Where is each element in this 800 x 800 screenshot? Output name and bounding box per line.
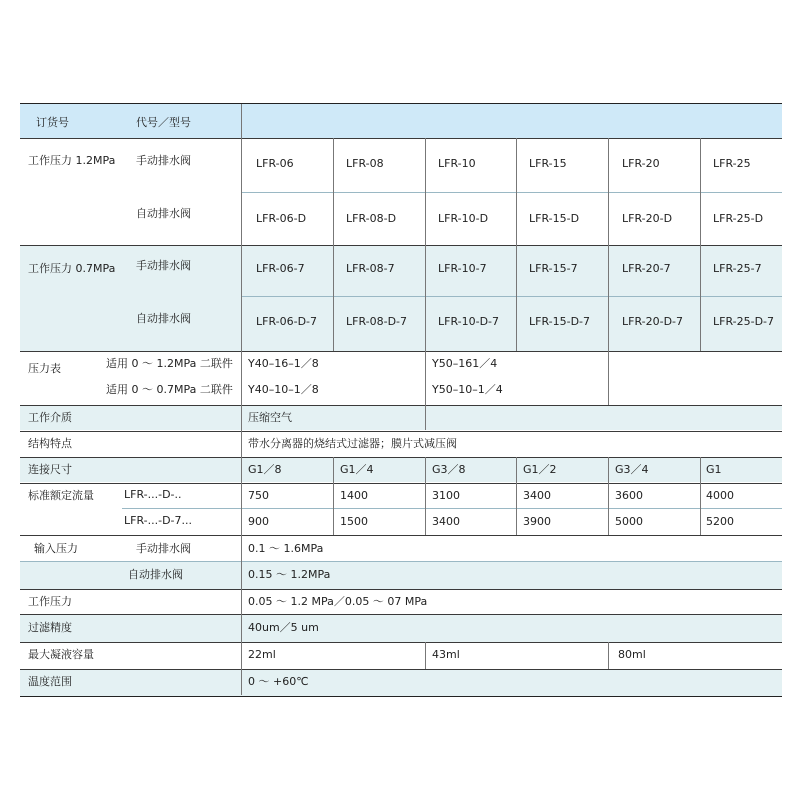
temp-value: 0 ～ +60℃: [248, 675, 309, 688]
port-cell: G1: [706, 463, 722, 476]
model-cell: LFR-10-7: [438, 262, 487, 275]
port-label: 连接尺寸: [28, 463, 72, 476]
col-rule: [425, 138, 426, 430]
flow-cell: 3400: [432, 515, 460, 528]
model-cell: LFR-08: [346, 157, 384, 170]
rule: [20, 138, 782, 139]
rule-bottom: [20, 696, 782, 697]
flow-cell: 5200: [706, 515, 734, 528]
model-cell: LFR-06-D-7: [256, 315, 318, 328]
medium-label: 工作介质: [28, 411, 72, 424]
col-rule: [516, 138, 517, 351]
rule: [20, 245, 782, 246]
col-rule: [608, 642, 609, 669]
col-rule: [516, 457, 517, 535]
medium-value: 压缩空气: [248, 411, 292, 424]
model-cell: LFR-15-D: [529, 212, 580, 225]
model-cell: LFR-08-D-7: [346, 315, 408, 328]
rule: [20, 351, 782, 352]
rule: [20, 589, 782, 590]
structure-value: 带水分离器的烧结式过滤器；膜片式减压阀: [248, 437, 457, 450]
rule: [20, 535, 782, 536]
inlet-label: 输入压力: [34, 542, 78, 555]
model-cell: LFR-25: [713, 157, 751, 170]
port-cell: G1／4: [340, 463, 374, 476]
col-rule: [700, 457, 701, 535]
band-temp: [20, 670, 782, 696]
gauge-r2-b: Y50–10–1／4: [432, 383, 503, 396]
rule: [20, 457, 782, 458]
rule: [20, 405, 782, 406]
flow-cell: 3600: [615, 489, 643, 502]
model-cell: LFR-08-7: [346, 262, 395, 275]
band-p07: [20, 245, 782, 351]
col-rule: [608, 457, 609, 535]
flow-r2-label: LFR-...-D-7...: [124, 514, 193, 527]
model-cell: LFR-25-D: [713, 212, 764, 225]
port-cell: G3／4: [615, 463, 649, 476]
port-cell: G1／8: [248, 463, 282, 476]
gauge-r1-label: 适用 0 ～ 1.2MPa 二联件: [106, 357, 233, 370]
band-precision: [20, 614, 782, 642]
precision-label: 过滤精度: [28, 621, 72, 634]
col-rule: [333, 138, 334, 351]
rule: [20, 642, 782, 643]
rule: [122, 508, 782, 509]
model-cell: LFR-06-7: [256, 262, 305, 275]
rule: [20, 614, 782, 615]
col-rule: [700, 138, 701, 351]
band-medium: [20, 406, 782, 430]
model-cell: LFR-25-7: [713, 262, 762, 275]
model-cell: LFR-10: [438, 157, 476, 170]
model-cell: LFR-06: [256, 157, 294, 170]
flow-cell: 3100: [432, 489, 460, 502]
model-cell: LFR-25-D-7: [713, 315, 775, 328]
port-cell: G1／2: [523, 463, 557, 476]
flow-label: 标准额定流量: [28, 489, 94, 502]
temp-label: 温度范围: [28, 675, 72, 688]
inlet-manual-value: 0.1 ～ 1.6MPa: [248, 542, 324, 555]
rule-top: [20, 103, 782, 104]
p07-manual-label: 手动排水阀: [136, 259, 191, 272]
gauge-r1-b: Y50–161／4: [432, 357, 498, 370]
p12-manual-label: 手动排水阀: [136, 154, 191, 167]
rule: [20, 483, 782, 484]
port-cell: G3／8: [432, 463, 466, 476]
rule: [242, 296, 782, 297]
header-code-model: 代号／型号: [136, 116, 191, 129]
model-cell: LFR-08-D: [346, 212, 397, 225]
model-cell: LFR-10-D-7: [438, 315, 500, 328]
model-cell: LFR-06-D: [256, 212, 307, 225]
model-cell: LFR-15-7: [529, 262, 578, 275]
header-order-no: 订货号: [36, 116, 69, 129]
work-pressure-label: 工作压力: [28, 595, 72, 608]
flow-cell: 4000: [706, 489, 734, 502]
rule: [242, 192, 782, 193]
work-pressure-value: 0.05 ～ 1.2 MPa／0.05 ～ 07 MPa: [248, 595, 428, 608]
gauge-r2-label: 适用 0 ～ 0.7MPa 二联件: [106, 383, 233, 396]
band-port: [20, 458, 782, 482]
gauge-r2-a: Y40–10–1／8: [248, 383, 319, 396]
model-cell: LFR-20-D-7: [622, 315, 684, 328]
inlet-auto-value: 0.15 ～ 1.2MPa: [248, 568, 331, 581]
flow-cell: 900: [248, 515, 269, 528]
rule: [20, 561, 782, 562]
gauge-label: 压力表: [28, 362, 61, 375]
precision-value: 40um／5 um: [248, 621, 319, 634]
flow-cell: 1500: [340, 515, 368, 528]
model-cell: LFR-20-7: [622, 262, 671, 275]
p07-auto-label: 自动排水阀: [136, 312, 191, 325]
p12-auto-label: 自动排水阀: [136, 207, 191, 220]
model-cell: LFR-15-D-7: [529, 315, 591, 328]
drain-label: 最大凝液容量: [28, 648, 94, 661]
flow-cell: 3900: [523, 515, 551, 528]
header-band: [20, 104, 782, 138]
col-rule: [425, 457, 426, 535]
rule: [20, 431, 782, 432]
flow-cell: 3400: [523, 489, 551, 502]
col-rule: [425, 642, 426, 669]
structure-label: 结构特点: [28, 437, 72, 450]
flow-cell: 1400: [340, 489, 368, 502]
flow-cell: 5000: [615, 515, 643, 528]
model-cell: LFR-15: [529, 157, 567, 170]
gauge-r1-a: Y40–16–1／8: [248, 357, 319, 370]
p07-label: 工作压力 0.7MPa: [28, 262, 116, 275]
model-cell: LFR-20-D: [622, 212, 673, 225]
flow-cell: 750: [248, 489, 269, 502]
col-rule: [333, 457, 334, 535]
model-cell: LFR-20: [622, 157, 660, 170]
col-rule: [608, 138, 609, 405]
drain-cell: 22ml: [248, 648, 276, 661]
flow-r1-label: LFR-...-D-..: [124, 488, 182, 501]
inlet-manual-label: 手动排水阀: [136, 542, 191, 555]
drain-cell: 43ml: [432, 648, 460, 661]
col-rule: [241, 104, 242, 695]
p12-label: 工作压力 1.2MPa: [28, 154, 116, 167]
model-cell: LFR-10-D: [438, 212, 489, 225]
inlet-auto-label: 自动排水阀: [128, 568, 183, 581]
rule: [20, 669, 782, 670]
drain-cell: 80ml: [618, 648, 646, 661]
